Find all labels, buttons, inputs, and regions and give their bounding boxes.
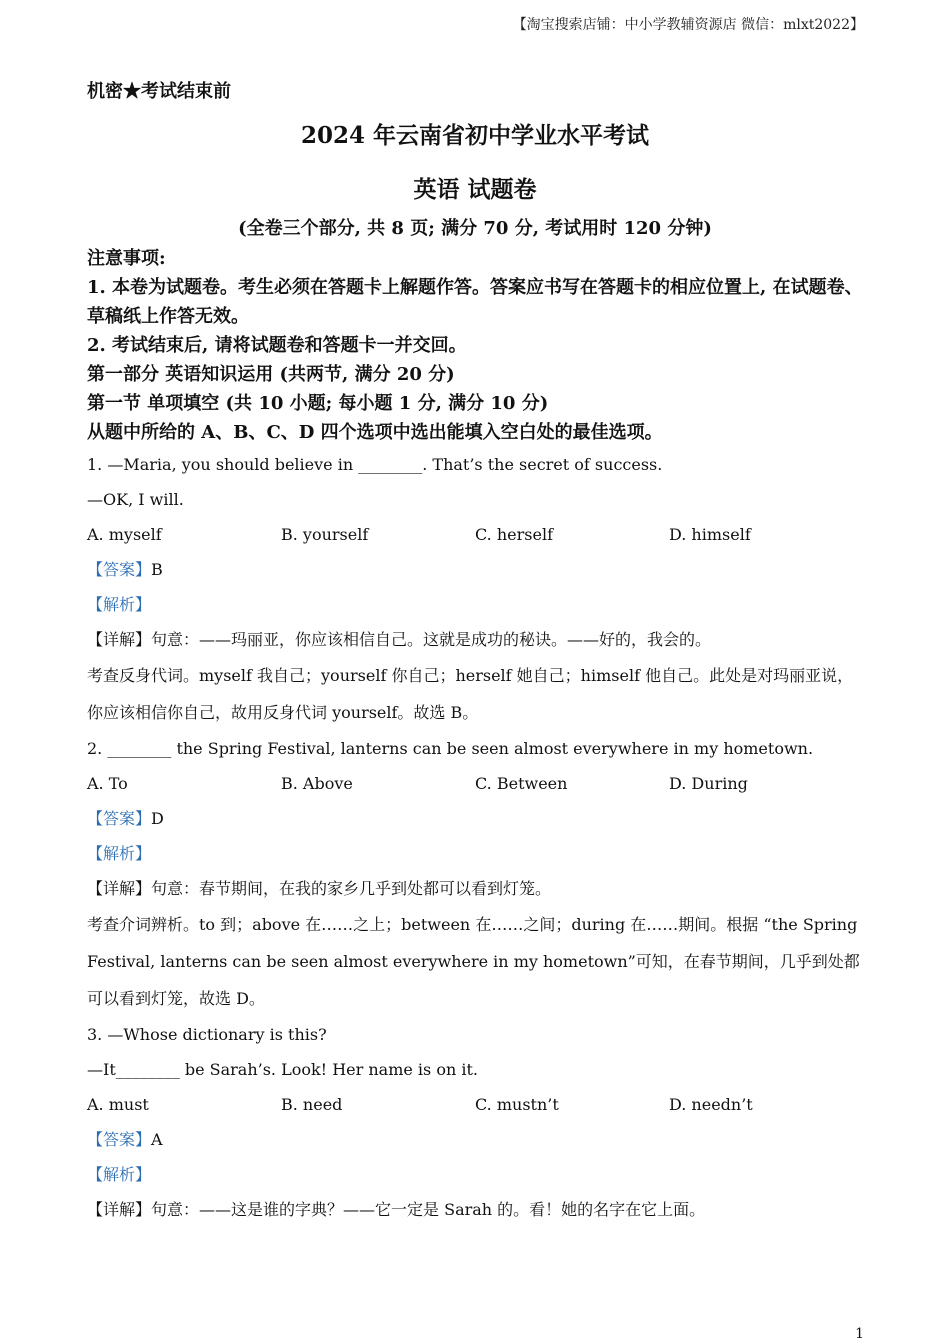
detail-line xyxy=(87,1192,863,1227)
page-subtitle: 英语 试题卷 xyxy=(413,176,537,203)
exam-meta: (全卷三个部分, 共 8 页; 满分 70 分, 考试用时 120 分钟) xyxy=(238,218,712,239)
option-c: C. mustn’t xyxy=(475,1095,559,1114)
detail-text: 句意：——这是谁的字典？——它一定是 Sarah 的。看！她的名字在它上面。 xyxy=(151,1200,706,1219)
explanation-text: 考查反身代词。myself 我自己；yourself 你自己；herself 她自己；himself 他自己。此处是对玛丽亚说，你应该相信你自己，故用反身代词 yourself。故选 B。 xyxy=(87,666,854,722)
question-line: 2. ________ the Spring Festival, lanterns can be seen almost everywhere in my hometown. xyxy=(87,739,814,758)
detail-text: 句意：春节期间，在我的家乡几乎到处都可以看到灯笼。 xyxy=(151,879,552,898)
option-c: C. Between xyxy=(475,774,568,793)
option-a: A. must xyxy=(87,1095,149,1114)
question-line: —It________ be Sarah’s. Look! Her name is on it. xyxy=(87,1060,478,1079)
option-d: D. himself xyxy=(669,525,751,544)
header-note: 【淘宝搜索店铺：中小学教辅资源店 微信：mlxt2022】 xyxy=(512,17,864,33)
part-heading: 第一部分 英语知识运用 (共两节, 满分 20 分) xyxy=(87,364,455,385)
notice-item-1: 1. 本卷为试题卷。考生必须在答题卡上解题作答。答案应书写在答题卡的相应位置上, 在试题卷、草稿纸上作答无效。 xyxy=(87,277,863,327)
page-number: 1 xyxy=(855,1326,864,1342)
analysis-tag: 【解析】 xyxy=(87,1165,152,1184)
option-d: D. needn’t xyxy=(669,1095,753,1114)
explanation-text: 考查介词辨析。to 到；above 在……之上；between 在……之间；during 在……期间。根据 “the Spring Festival, lanterns can be seen almost everywhere in my hometown”可知，在春节期间，几乎到处都可以看到灯笼，故选 D。 xyxy=(87,915,860,1008)
detail-tag: 【详解】 xyxy=(87,879,152,898)
detail-line xyxy=(87,871,863,906)
answer-line xyxy=(87,552,863,587)
analysis-tag: 【解析】 xyxy=(87,595,152,614)
section-heading: 第一节 单项填空 (共 10 小题; 每小题 1 分, 满分 10 分) xyxy=(87,393,549,414)
analysis-line xyxy=(87,836,863,871)
analysis-tag: 【解析】 xyxy=(87,844,152,863)
answer-tag: 【答案】 xyxy=(87,1130,152,1149)
answer-tag: 【答案】 xyxy=(87,809,152,828)
instruction: 从题中所给的 A、B、C、D 四个选项中选出能填入空白处的最佳选项。 xyxy=(87,422,663,443)
option-c: C. herself xyxy=(475,525,553,544)
option-b: B. need xyxy=(281,1095,343,1114)
answer-value: B xyxy=(151,560,163,579)
question-line: —OK, I will. xyxy=(87,490,184,509)
option-a: A. To xyxy=(87,774,128,793)
option-b: B. yourself xyxy=(281,525,369,544)
question-line: 3. —Whose dictionary is this? xyxy=(87,1025,327,1044)
secret-label: 机密★考试结束前 xyxy=(87,81,231,102)
notice-item-2: 2. 考试结束后, 请将试题卷和答题卡一并交回。 xyxy=(87,335,467,356)
answer-value: D xyxy=(151,809,164,828)
option-a: A. myself xyxy=(87,525,162,544)
document-body xyxy=(87,78,863,1227)
options-row xyxy=(87,766,863,801)
option-d: D. During xyxy=(669,774,748,793)
notice-heading: 注意事项: xyxy=(87,248,166,269)
detail-tag: 【详解】 xyxy=(87,1200,152,1219)
page-title: 2024 年云南省初中学业水平考试 xyxy=(300,122,650,149)
answer-line xyxy=(87,801,863,836)
detail-text: 句意：——玛丽亚，你应该相信自己。这就是成功的秘诀。——好的，我会的。 xyxy=(151,630,712,649)
question-3 xyxy=(87,1017,863,1227)
detail-line xyxy=(87,622,863,657)
detail-tag: 【详解】 xyxy=(87,630,152,649)
options-row xyxy=(87,517,863,552)
answer-line xyxy=(87,1122,863,1157)
analysis-line xyxy=(87,587,863,622)
options-row xyxy=(87,1087,863,1122)
question-1 xyxy=(87,447,863,731)
question-line: 1. —Maria, you should believe in ________. That’s the secret of success. xyxy=(87,455,663,474)
option-b: B. Above xyxy=(281,774,353,793)
answer-tag: 【答案】 xyxy=(87,560,152,579)
answer-value: A xyxy=(151,1130,163,1149)
question-2 xyxy=(87,731,863,1017)
analysis-line xyxy=(87,1157,863,1192)
